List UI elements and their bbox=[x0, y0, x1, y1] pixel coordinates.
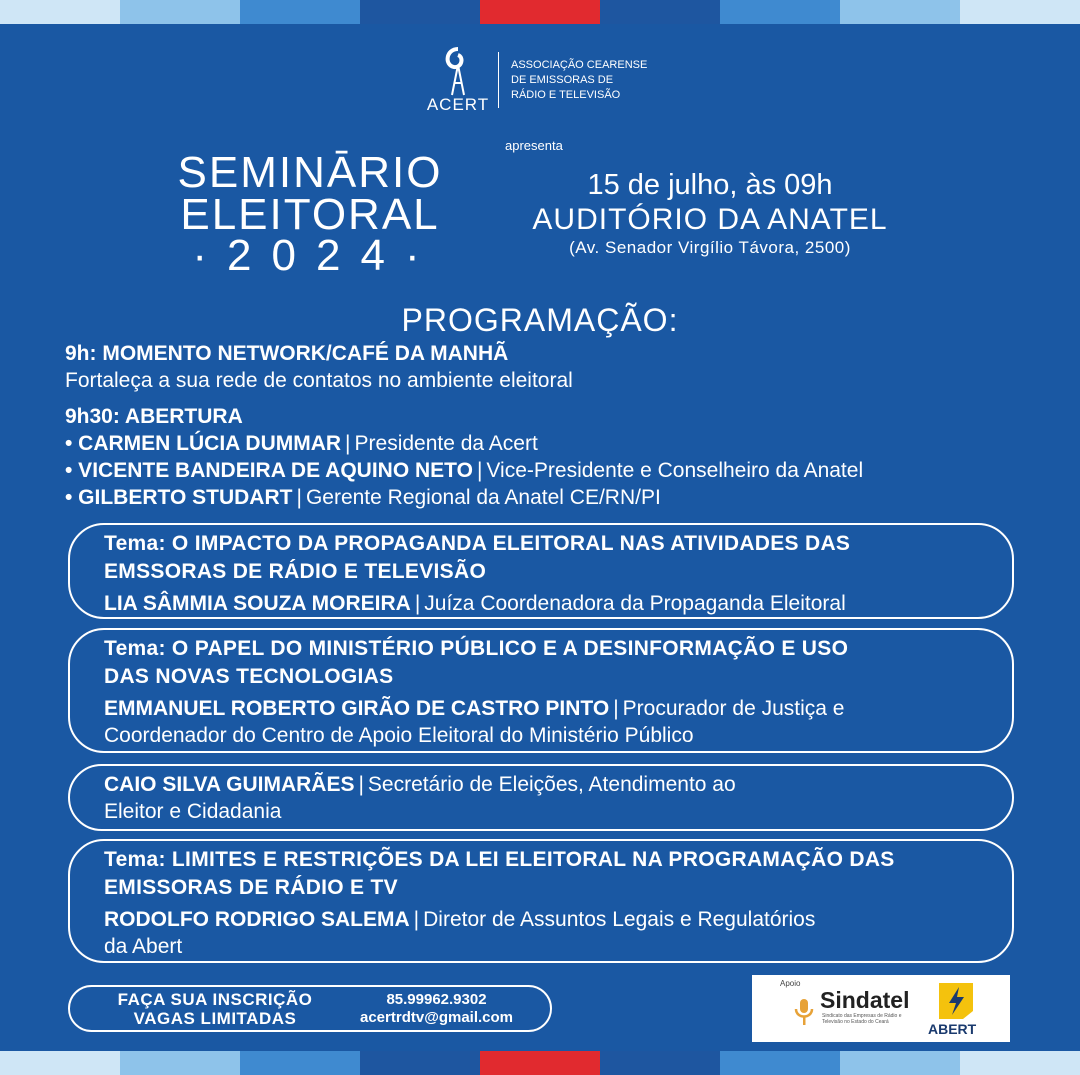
contact-info bbox=[360, 991, 513, 1027]
speaker-role: Procurador de Justiça e bbox=[622, 697, 845, 720]
presents-label: apresenta bbox=[505, 138, 563, 153]
panel-theme: Tema: LIMITES E RESTRIÇÕES DA LEI ELEITORAL NA PROGRAMAÇÃO DAS bbox=[104, 848, 895, 871]
separator: | bbox=[414, 592, 421, 615]
signup-line: FAÇA SUA INSCRIÇÃO bbox=[117, 989, 313, 1009]
stripe-segment bbox=[960, 1051, 1080, 1075]
organization-name bbox=[511, 58, 671, 103]
sindatel-logo-text: Sindatel bbox=[820, 987, 910, 1013]
speaker-name: • VICENTE BANDEIRA DE AQUINO NETO bbox=[65, 459, 473, 482]
opening-speaker bbox=[65, 457, 863, 484]
panel-box bbox=[68, 764, 1014, 831]
organizer-header bbox=[420, 45, 671, 115]
seminar-title bbox=[172, 148, 448, 280]
separator: | bbox=[413, 908, 420, 931]
contact-email[interactable]: acertrdtv@gmail.com bbox=[360, 1008, 514, 1026]
network-block bbox=[65, 340, 573, 394]
stripe-segment bbox=[360, 0, 480, 24]
microphone-icon bbox=[792, 997, 816, 1027]
org-line: DE EMISSORAS DE bbox=[511, 73, 614, 86]
panel-box bbox=[68, 839, 1014, 963]
panel-theme: EMISSORAS DE RÁDIO E TV bbox=[104, 876, 398, 899]
stripe-segment bbox=[840, 0, 960, 24]
network-description: Fortaleça a sua rede de contatos no ambiente eleitoral bbox=[65, 369, 573, 392]
speaker-name: • GILBERTO STUDART bbox=[65, 486, 293, 509]
stripe-segment bbox=[240, 1051, 360, 1075]
top-color-stripe bbox=[0, 0, 1080, 24]
stripe-segment bbox=[360, 1051, 480, 1075]
stripe-segment bbox=[840, 1051, 960, 1075]
stripe-segment bbox=[0, 0, 120, 24]
opening-speaker bbox=[65, 484, 863, 511]
network-title: 9h: MOMENTO NETWORK/CAFÉ DA MANHÃ bbox=[65, 342, 509, 365]
logo-text: ACERT bbox=[426, 95, 490, 114]
speaker-role: Diretor de Assuntos Legais e Regulatórios bbox=[423, 908, 816, 931]
separator: | bbox=[613, 697, 619, 720]
panel-theme: Tema: O IMPACTO DA PROPAGANDA ELEITORAL NAS ATIVIDADES DAS bbox=[104, 532, 851, 555]
stripe-segment bbox=[480, 0, 600, 24]
stripe-segment bbox=[120, 0, 240, 24]
stripe-segment bbox=[120, 1051, 240, 1075]
event-address: (Av. Senador Virgílio Távora, 2500) bbox=[569, 238, 851, 257]
speaker-role: Gerente Regional da Anatel CE/RN/PI bbox=[305, 486, 661, 509]
speaker-role: Secretário de Eleições, Atendimento ao bbox=[367, 773, 736, 796]
separator: | bbox=[345, 432, 351, 455]
panel-speaker bbox=[104, 695, 1012, 722]
speaker-role: Vice-Presidente e Conselheiro da Anatel bbox=[486, 459, 864, 482]
panel-speaker bbox=[104, 906, 1012, 933]
separator: | bbox=[358, 773, 364, 796]
signup-cta bbox=[70, 990, 360, 1028]
speaker-role: Juíza Coordenadora da Propaganda Eleitoral bbox=[424, 592, 846, 615]
signup-box bbox=[68, 985, 552, 1032]
stripe-segment bbox=[600, 0, 720, 24]
lightning-icon bbox=[935, 981, 977, 1021]
support-label: Apoio bbox=[780, 979, 801, 988]
opening-block bbox=[65, 403, 863, 511]
stripe-segment bbox=[480, 1051, 600, 1075]
panel-theme: EMSSORAS DE RÁDIO E TELEVISÃO bbox=[104, 560, 487, 583]
panel-box bbox=[68, 628, 1014, 753]
title-year: ·2024· bbox=[192, 231, 440, 280]
sponsor-panel bbox=[752, 975, 1010, 1042]
speaker-name: EMMANUEL ROBERTO GIRÃO DE CASTRO PINTO bbox=[104, 697, 610, 720]
header-divider bbox=[498, 52, 499, 108]
program-heading: PROGRAMAÇÃO: bbox=[401, 302, 679, 338]
stripe-segment bbox=[240, 0, 360, 24]
org-line: RÁDIO E TELEVISÃO bbox=[511, 88, 621, 101]
separator: | bbox=[476, 459, 483, 482]
event-date: 15 de julho, às 09h bbox=[587, 169, 833, 201]
speaker-name: LIA SÂMMIA SOUZA MOREIRA bbox=[104, 592, 411, 615]
title-line: SEMINĀRIO bbox=[177, 148, 443, 197]
signup-line: VAGAS LIMITADAS bbox=[133, 1008, 297, 1028]
opening-title: 9h30: ABERTURA bbox=[65, 405, 243, 428]
panel-theme: Tema: O PAPEL DO MINISTÉRIO PÚBLICO E A DESINFORMAÇÃO E USO bbox=[104, 637, 849, 660]
acert-logo bbox=[420, 45, 496, 115]
opening-speaker bbox=[65, 430, 863, 457]
panel-speaker bbox=[104, 771, 1012, 798]
speaker-role: Presidente da Acert bbox=[354, 432, 538, 455]
stripe-segment bbox=[720, 1051, 840, 1075]
antenna-icon bbox=[438, 45, 478, 97]
speaker-role-cont: da Abert bbox=[104, 935, 183, 958]
speaker-name: RODOLFO RODRIGO SALEMA bbox=[104, 908, 410, 931]
org-line: ASSOCIAÇÃO CEARENSE bbox=[511, 58, 648, 71]
separator: | bbox=[296, 486, 302, 509]
contact-phone[interactable]: 85.99962.9302 bbox=[386, 990, 487, 1008]
speaker-name: CAIO SILVA GUIMARÃES bbox=[104, 773, 355, 796]
abert-logo-text: ABERT bbox=[928, 1021, 977, 1037]
panel-box bbox=[68, 523, 1014, 619]
sindatel-subtitle: Sindicato das Empresas de Rádio e Televisão no Estado do Ceará bbox=[822, 1013, 902, 1025]
speaker-role-cont: Eleitor e Cidadania bbox=[104, 800, 282, 823]
stripe-segment bbox=[720, 0, 840, 24]
event-venue: AUDITÓRIO DA ANATEL bbox=[532, 203, 888, 236]
stripe-segment bbox=[600, 1051, 720, 1075]
title-line: ELEITORAL bbox=[180, 190, 440, 239]
stripe-segment bbox=[960, 0, 1080, 24]
bottom-color-stripe bbox=[0, 1051, 1080, 1075]
panel-theme: DAS NOVAS TECNOLOGIAS bbox=[104, 665, 394, 688]
panel-speaker bbox=[104, 590, 1012, 617]
event-info bbox=[500, 167, 920, 259]
speaker-name: • CARMEN LÚCIA DUMMAR bbox=[65, 432, 342, 455]
stripe-segment bbox=[0, 1051, 120, 1075]
speaker-role-cont: Coordenador do Centro de Apoio Eleitoral do Ministério Público bbox=[104, 724, 694, 747]
